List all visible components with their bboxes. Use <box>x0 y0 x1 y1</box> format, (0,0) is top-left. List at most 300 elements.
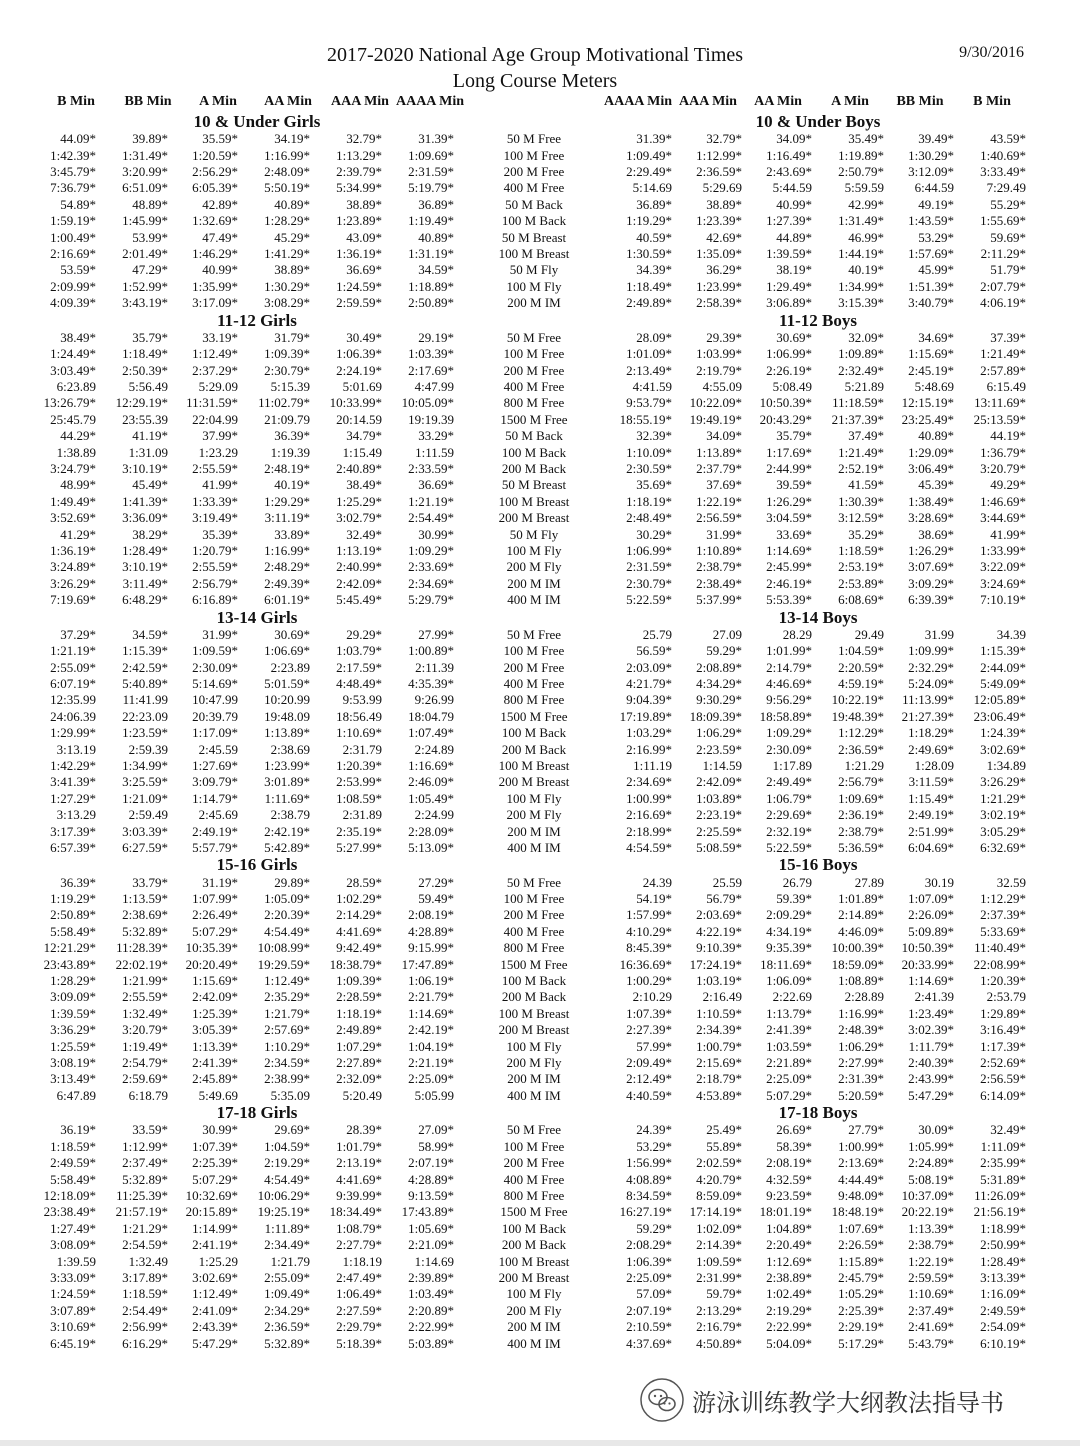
boys-time-cell: 6:04.69* <box>908 840 954 855</box>
boys-time-cell: 5:24.09* <box>908 676 954 691</box>
girls-time-cell: 3:17.39* <box>50 823 96 839</box>
girls-time-cell: 6:51.09* <box>122 180 168 196</box>
boys-time-cell: 38.69* <box>918 526 954 542</box>
event-name: 800 M Free <box>503 692 565 708</box>
boys-time-cell: 1:15.69* <box>908 346 954 362</box>
boys-time-cell: 18:59.09* <box>831 956 884 972</box>
girls-time-cell: 5:15.39 <box>270 379 310 394</box>
girls-time-cell: 5:05.99 <box>414 1087 454 1103</box>
girls-time-cell: 45.29* <box>274 229 310 245</box>
girls-time-cell: 2:34.69* <box>408 575 454 591</box>
boys-time-cell: 25:13.59* <box>973 411 1026 427</box>
girls-time-cell: 1:11.69* <box>264 790 310 806</box>
girls-time-cell: 2:48.29* <box>264 559 310 575</box>
boys-time-cell: 3:12.59* <box>838 510 884 526</box>
girls-time-cell: 1:08.59* <box>336 790 382 806</box>
girls-time-cell: 28.59* <box>346 874 382 890</box>
girls-time-cell: 1:16.99* <box>264 543 310 558</box>
girls-time-cell: 1:06.49* <box>336 1286 382 1302</box>
girls-time-cell: 3:24.79* <box>50 461 96 476</box>
event-name: 100 M Breast <box>498 246 570 261</box>
boys-time-cell: 32.39* <box>636 428 672 444</box>
girls-time-cell: 40.89* <box>274 196 310 212</box>
girls-time-cell: 2:48.09* <box>264 164 310 179</box>
table-row <box>0 363 1080 379</box>
boys-time-cell: 21:37.39* <box>831 411 884 427</box>
girls-time-cell: 2:42.19* <box>408 1022 454 1038</box>
boys-time-cell: 2:37.39* <box>980 907 1026 923</box>
girls-time-cell: 1:27.49* <box>50 1220 96 1236</box>
boys-time-cell: 7:29.49 <box>986 180 1026 196</box>
boys-time-cell: 38.89* <box>706 196 742 212</box>
girls-time-cell: 1:46.29* <box>192 246 238 261</box>
boys-time-cell: 30.19 <box>924 874 954 890</box>
boys-time-cell: 56.59* <box>636 643 672 659</box>
girls-time-cell: 3:20.79* <box>122 1022 168 1038</box>
girls-time-cell: 1:21.79 <box>270 1253 310 1269</box>
boys-time-cell: 2:56.79* <box>838 774 884 790</box>
girls-time-cell: 1:13.19* <box>336 543 382 558</box>
event-name: 200 M Free <box>503 1155 565 1171</box>
boys-time-cell: 3:09.29* <box>908 575 954 591</box>
event-name: 50 M Free <box>506 626 562 642</box>
boys-time-cell: 1:00.99* <box>838 1138 884 1154</box>
girls-time-cell: 1:09.39* <box>336 973 382 988</box>
girls-time-cell: 2:54.49* <box>408 510 454 526</box>
boys-time-cell: 38.19* <box>776 262 812 278</box>
girls-time-cell: 1:23.29 <box>198 444 238 460</box>
event-name: 100 M Breast <box>498 1005 570 1021</box>
table-row <box>0 461 1080 477</box>
boys-time-cell: 25.49* <box>706 1122 742 1138</box>
girls-time-cell: 40.19* <box>274 477 310 493</box>
girls-time-cell: 2:55.59* <box>192 559 238 575</box>
girls-time-cell: 13:26.79* <box>43 395 96 411</box>
girls-time-cell: 1:33.39* <box>192 493 238 509</box>
boys-time-cell: 1:44.19* <box>838 246 884 261</box>
table-row <box>0 940 1080 956</box>
boys-time-cell: 2:03.09* <box>626 659 672 675</box>
boys-time-cell: 2:37.49* <box>908 1302 954 1318</box>
event-name: 100 M Free <box>503 643 565 659</box>
girls-time-cell: 2:01.49* <box>122 246 168 261</box>
boys-time-cell: 1:05.99* <box>908 1138 954 1154</box>
boys-time-cell: 1:03.99* <box>696 346 742 362</box>
boys-time-cell: 1:12.69* <box>766 1253 812 1269</box>
girls-time-cell: 2:42.19* <box>264 823 310 839</box>
girls-time-cell: 2:27.79* <box>336 1237 382 1253</box>
boys-time-cell: 35.49* <box>848 131 884 147</box>
girls-time-cell: 1:31.09 <box>128 444 168 460</box>
boys-time-cell: 1:46.69* <box>980 493 1026 509</box>
boys-time-cell: 34.39 <box>996 626 1026 642</box>
girls-time-cell: 2:21.79* <box>408 989 454 1005</box>
boys-time-cell: 3:13.39* <box>980 1270 1026 1285</box>
boys-time-cell: 2:19.79* <box>696 362 742 378</box>
girls-time-cell: 2:32.09* <box>336 1071 382 1087</box>
boys-time-cell: 1:08.89* <box>838 973 884 988</box>
girls-time-cell: 1:24.49* <box>50 346 96 362</box>
girls-time-cell: 1:32.49* <box>122 1005 168 1021</box>
girls-time-cell: 17:47.89* <box>401 956 454 972</box>
table-row <box>0 891 1080 907</box>
girls-time-cell: 27.99* <box>418 626 454 642</box>
event-name: 1500 M Free <box>500 708 568 724</box>
boys-time-cell: 7:10.19* <box>980 592 1026 608</box>
boys-time-cell: 9:48.09* <box>838 1188 884 1203</box>
boys-time-cell: 2:16.69* <box>626 807 672 823</box>
boys-time-cell: 21:27.39* <box>901 708 954 724</box>
boys-time-cell: 25.59 <box>712 874 742 890</box>
col-header-aaaa-min: AAAA Min <box>395 94 465 109</box>
girls-time-cell: 54.89* <box>60 196 96 212</box>
boys-time-cell: 8:45.39* <box>626 940 672 956</box>
boys-time-cell: 2:26.09* <box>908 907 954 923</box>
girls-time-cell: 29.69* <box>274 1122 310 1138</box>
girls-time-cell: 10:08.99* <box>257 940 310 956</box>
boys-time-cell: 2:44.09* <box>980 659 1026 675</box>
girls-time-cell: 1:23.99* <box>264 758 310 773</box>
boys-time-cell: 1:15.39* <box>980 643 1026 659</box>
girls-time-cell: 3:45.79* <box>50 164 96 179</box>
girls-time-cell: 41.99* <box>202 477 238 493</box>
girls-time-cell: 1:19.29* <box>50 891 96 906</box>
boys-time-cell: 1:29.09* <box>908 444 954 460</box>
girls-time-cell: 5:45.49* <box>336 592 382 608</box>
boys-time-cell: 2:31.99* <box>696 1270 742 1285</box>
table-row <box>0 295 1080 311</box>
boys-time-cell: 1:16.99* <box>838 1005 884 1021</box>
boys-time-cell: 18:01.19* <box>759 1204 812 1220</box>
boys-time-cell: 4:46.69* <box>766 676 812 691</box>
girls-time-cell: 38.49* <box>60 329 96 345</box>
event-name: 100 M Fly <box>506 1038 562 1054</box>
boys-time-cell: 1:16.09* <box>980 1286 1026 1302</box>
boys-time-cell: 1:07.69* <box>838 1220 884 1236</box>
girls-time-cell: 2:22.99* <box>408 1319 454 1335</box>
girls-time-cell: 30.99* <box>202 1122 238 1138</box>
girls-time-cell: 1:11.59 <box>415 444 454 460</box>
boys-time-cell: 2:31.59* <box>626 559 672 575</box>
col-header-b-min: B Min <box>57 94 95 109</box>
boys-time-cell: 1:18.99* <box>980 1220 1026 1236</box>
boys-time-cell: 2:07.79* <box>980 278 1026 294</box>
boys-time-cell: 2:26.59* <box>838 1237 884 1253</box>
girls-time-cell: 2:49.89* <box>336 1022 382 1038</box>
event-name: 200 M Free <box>503 659 565 675</box>
boys-time-cell: 5:22.59* <box>626 592 672 608</box>
girls-time-cell: 30.99* <box>418 526 454 542</box>
boys-time-cell: 9:30.29* <box>696 692 742 708</box>
boys-time-cell: 39.49* <box>918 131 954 147</box>
table-row <box>0 840 1080 856</box>
boys-time-cell: 1:09.29* <box>766 725 812 741</box>
boys-time-cell: 1:23.99* <box>696 278 742 294</box>
girls-time-cell: 1:23.89* <box>336 213 382 229</box>
boys-time-cell: 2:32.19* <box>766 823 812 839</box>
girls-time-cell: 2:59.49 <box>128 807 168 823</box>
boys-time-cell: 5:22.59* <box>766 840 812 855</box>
girls-time-cell: 1:16.69* <box>408 758 454 773</box>
girls-time-cell: 2:16.69* <box>50 246 96 261</box>
boys-time-cell: 3:20.79* <box>980 461 1026 476</box>
girls-time-cell: 2:33.59* <box>408 461 454 476</box>
boys-time-cell: 1:21.49* <box>980 346 1026 362</box>
boys-time-cell: 2:42.09* <box>696 774 742 790</box>
table-row <box>0 1204 1080 1220</box>
table-row <box>0 1055 1080 1071</box>
boys-time-cell: 9:56.29* <box>766 692 812 708</box>
girls-time-cell: 1:07.99* <box>192 891 238 906</box>
boys-time-cell: 2:34.69* <box>626 774 672 790</box>
boys-time-cell: 4:54.59* <box>626 840 672 855</box>
boys-time-cell: 9:23.59* <box>766 1188 812 1203</box>
event-name: 200 M Free <box>503 362 565 378</box>
boys-time-cell: 2:45.79* <box>838 1270 884 1285</box>
col-header-aa-min: AA Min <box>754 94 802 109</box>
girls-time-cell: 12:21.29* <box>43 940 96 956</box>
girls-time-cell: 5:01.59* <box>264 676 310 691</box>
table-row <box>0 1188 1080 1204</box>
boys-time-cell: 2:44.99* <box>766 461 812 476</box>
table-row <box>0 692 1080 708</box>
boys-time-cell: 8:59.09* <box>696 1188 742 1203</box>
boys-time-cell: 3:11.59* <box>908 774 954 790</box>
event-name: 800 M Free <box>503 1188 565 1203</box>
boys-time-cell: 1:10.09* <box>626 444 672 460</box>
boys-time-cell: 11:26.09* <box>974 1188 1026 1203</box>
boys-time-cell: 1:12.29* <box>980 891 1026 906</box>
girls-time-cell: 31.19* <box>202 874 238 890</box>
girls-time-cell: 7:36.79* <box>50 180 96 196</box>
boys-time-cell: 2:16.99* <box>626 741 672 757</box>
boys-time-cell: 1:23.39* <box>696 213 742 229</box>
girls-time-cell: 24:06.39 <box>50 708 96 724</box>
boys-time-cell: 3:24.69* <box>980 575 1026 591</box>
event-name: 50 M Fly <box>509 262 559 278</box>
boys-time-cell: 29.49 <box>854 626 884 642</box>
girls-time-cell: 5:50.19* <box>264 180 310 196</box>
boys-time-cell: 34.09* <box>776 131 812 147</box>
girls-time-cell: 1:30.29* <box>264 278 310 294</box>
girls-time-cell: 2:56.99* <box>122 1319 168 1335</box>
girls-time-cell: 18:56.49 <box>336 708 382 724</box>
event-name: 100 M Breast <box>498 758 570 773</box>
girls-time-cell: 4:41.69* <box>336 1171 382 1187</box>
event-name: 100 M Free <box>503 1138 565 1154</box>
col-header-aaaa-min: AAAA Min <box>603 94 673 109</box>
girls-time-cell: 1:21.29* <box>122 1220 168 1236</box>
boys-time-cell: 4:40.59* <box>626 1087 672 1103</box>
girls-time-cell: 6:23.89 <box>56 379 96 394</box>
table-row <box>0 742 1080 758</box>
girls-time-cell: 1:12.49* <box>264 973 310 988</box>
boys-time-cell: 4:46.09* <box>838 923 884 939</box>
boys-time-cell: 2:38.79* <box>908 1237 954 1253</box>
boys-time-cell: 1:28.09 <box>914 758 954 773</box>
boys-time-cell: 44.19* <box>990 428 1026 444</box>
boys-time-cell: 2:36.59* <box>838 741 884 757</box>
girls-time-cell: 2:50.89* <box>408 295 454 311</box>
girls-time-cell: 40.99* <box>202 262 238 278</box>
girls-time-cell: 2:19.29* <box>264 1155 310 1171</box>
boys-time-cell: 1:01.99* <box>766 643 812 659</box>
boys-time-cell: 2:25.59* <box>696 823 742 839</box>
boys-time-cell: 40.99* <box>776 196 812 212</box>
boys-time-cell: 6:10.19* <box>980 1335 1026 1351</box>
boys-time-cell: 1:13.39* <box>908 1220 954 1236</box>
girls-time-cell: 32.49* <box>346 526 382 542</box>
girls-time-cell: 3:08.29* <box>264 295 310 311</box>
girls-time-cell: 1:11.89* <box>264 1220 310 1236</box>
boys-time-cell: 16:36.69* <box>619 956 672 972</box>
event-name: 200 M Back <box>501 989 567 1005</box>
boys-time-cell: 2:18.99* <box>626 823 672 839</box>
girls-time-cell: 1:14.69 <box>414 1253 454 1269</box>
event-name: 100 M Back <box>501 1220 567 1236</box>
girls-time-cell: 1:05.69* <box>408 1220 454 1236</box>
girls-time-cell: 3:43.19* <box>122 295 168 311</box>
girls-time-cell: 1:32.49 <box>128 1253 168 1269</box>
boys-time-cell: 1:10.89* <box>696 543 742 558</box>
girls-time-cell: 6:57.39* <box>50 840 96 855</box>
girls-time-cell: 25:45.79 <box>50 411 96 427</box>
girls-time-cell: 1:19.49* <box>122 1038 168 1054</box>
girls-time-cell: 2:28.59* <box>336 989 382 1005</box>
girls-time-cell: 4:47.99 <box>414 379 454 394</box>
girls-time-cell: 2:55.09* <box>264 1270 310 1285</box>
girls-time-cell: 3:10.19* <box>122 559 168 575</box>
girls-time-cell: 2:50.39* <box>122 362 168 378</box>
event-name: 200 M Breast <box>498 510 570 526</box>
girls-time-cell: 10:33.99* <box>329 395 382 411</box>
boys-time-cell: 42.99* <box>848 196 884 212</box>
girls-time-cell: 3:10.69* <box>50 1319 96 1335</box>
boys-time-cell: 2:27.99* <box>838 1055 884 1070</box>
girls-time-cell: 2:59.59* <box>336 295 382 311</box>
girls-time-cell: 5:58.49* <box>50 923 96 939</box>
girls-time-cell: 2:54.49* <box>122 1302 168 1318</box>
girls-time-cell: 2:56.79* <box>192 575 238 591</box>
girls-time-cell: 6:47.89 <box>56 1087 96 1103</box>
boys-time-cell: 1:18.59* <box>838 543 884 558</box>
girls-time-cell: 38.49* <box>346 477 382 493</box>
girls-time-cell: 3:41.39* <box>50 774 96 790</box>
event-name: 200 M Back <box>501 461 567 476</box>
boys-time-cell: 1:30.59* <box>626 246 672 261</box>
girls-time-cell: 48.89* <box>132 196 168 212</box>
event-name: 100 M Fly <box>506 790 562 806</box>
boys-time-cell: 2:25.39* <box>838 1302 884 1318</box>
boys-time-cell: 2:10.59* <box>626 1319 672 1335</box>
girls-time-cell: 2:20.39* <box>264 907 310 923</box>
event-name: 100 M Free <box>503 147 565 163</box>
girls-time-cell: 1:59.19* <box>50 213 96 229</box>
girls-time-cell: 37.29* <box>60 626 96 642</box>
boys-time-cell: 1:15.49* <box>908 790 954 806</box>
boys-time-cell: 12:05.89* <box>973 692 1026 708</box>
boys-time-cell: 57.99* <box>636 1038 672 1054</box>
boys-time-cell: 43.59* <box>990 131 1026 147</box>
boys-time-cell: 3:28.69* <box>908 510 954 526</box>
event-name: 200 M IM <box>507 823 561 839</box>
boys-time-cell: 49.29* <box>990 477 1026 493</box>
boys-time-cell: 1:00.29* <box>626 973 672 988</box>
girls-time-cell: 3:05.39* <box>192 1022 238 1038</box>
boys-time-cell: 36.29* <box>706 262 742 278</box>
boys-time-cell: 11:18.59* <box>832 395 884 411</box>
girls-time-cell: 3:08.09* <box>50 1237 96 1253</box>
event-name: 50 M Breast <box>501 229 567 245</box>
girls-time-cell: 1:27.29* <box>50 790 96 806</box>
event-name: 200 M Fly <box>506 1055 562 1070</box>
girls-time-cell: 1:25.29 <box>198 1253 238 1269</box>
girls-time-cell: 1:21.79* <box>264 1005 310 1021</box>
girls-time-cell: 1:23.59* <box>122 725 168 741</box>
boys-time-cell: 1:20.39* <box>980 973 1026 988</box>
table-row <box>0 875 1080 891</box>
girls-group-title: 10 & Under Girls <box>193 112 321 131</box>
girls-time-cell: 2:35.29* <box>264 989 310 1005</box>
girls-time-cell: 1:03.79* <box>336 643 382 659</box>
girls-time-cell: 2:14.29* <box>336 907 382 923</box>
girls-time-cell: 35.79* <box>132 329 168 345</box>
event-name: 200 M Free <box>503 907 565 923</box>
boys-time-cell: 2:49.89* <box>626 295 672 311</box>
table-row <box>0 907 1080 923</box>
boys-time-cell: 24.39* <box>636 1122 672 1138</box>
table-row <box>0 1319 1080 1335</box>
girls-time-cell: 5:32.89* <box>264 1335 310 1351</box>
page-bottom-edge <box>0 1440 1080 1446</box>
girls-time-cell: 3:36.09* <box>122 510 168 526</box>
girls-time-cell: 3:07.89* <box>50 1302 96 1318</box>
girls-time-cell: 2:41.09* <box>192 1302 238 1318</box>
event-name: 400 M Free <box>503 1171 565 1187</box>
girls-time-cell: 2:24.19* <box>336 362 382 378</box>
girls-time-cell: 27.09* <box>418 1122 454 1138</box>
boys-time-cell: 4:22.19* <box>696 923 742 939</box>
boys-time-cell: 1:07.09* <box>908 891 954 906</box>
boys-time-cell: 18:48.19* <box>831 1204 884 1220</box>
table-row <box>0 230 1080 246</box>
boys-time-cell: 3:06.49* <box>908 461 954 476</box>
boys-time-cell: 9:53.79* <box>626 395 672 411</box>
boys-time-cell: 32.59 <box>996 874 1026 890</box>
boys-time-cell: 1:06.99* <box>766 346 812 362</box>
girls-time-cell: 2:46.09* <box>408 774 454 790</box>
event-name: 200 M Back <box>501 741 567 757</box>
boys-time-cell: 3:26.29* <box>980 774 1026 790</box>
boys-time-cell: 1:18.19* <box>626 493 672 509</box>
boys-time-cell: 36.89* <box>636 196 672 212</box>
boys-time-cell: 1:09.69* <box>838 790 884 806</box>
boys-time-cell: 32.49* <box>990 1122 1026 1138</box>
girls-time-cell: 29.89* <box>274 874 310 890</box>
boys-time-cell: 1:17.89 <box>772 758 812 773</box>
girls-time-cell: 2:43.39* <box>192 1319 238 1335</box>
girls-time-cell: 1:19.49* <box>408 213 454 229</box>
boys-time-cell: 18:09.39* <box>689 708 742 724</box>
girls-time-cell: 1:15.39* <box>122 643 168 659</box>
boys-time-cell: 1:02.49* <box>766 1286 812 1302</box>
boys-time-cell: 2:26.19* <box>766 362 812 378</box>
table-row <box>0 774 1080 790</box>
girls-time-cell: 2:30.79* <box>264 362 310 378</box>
boys-time-cell: 59.39* <box>776 891 812 906</box>
boys-time-cell: 56.79* <box>706 891 742 906</box>
boys-time-cell: 53.29* <box>918 229 954 245</box>
